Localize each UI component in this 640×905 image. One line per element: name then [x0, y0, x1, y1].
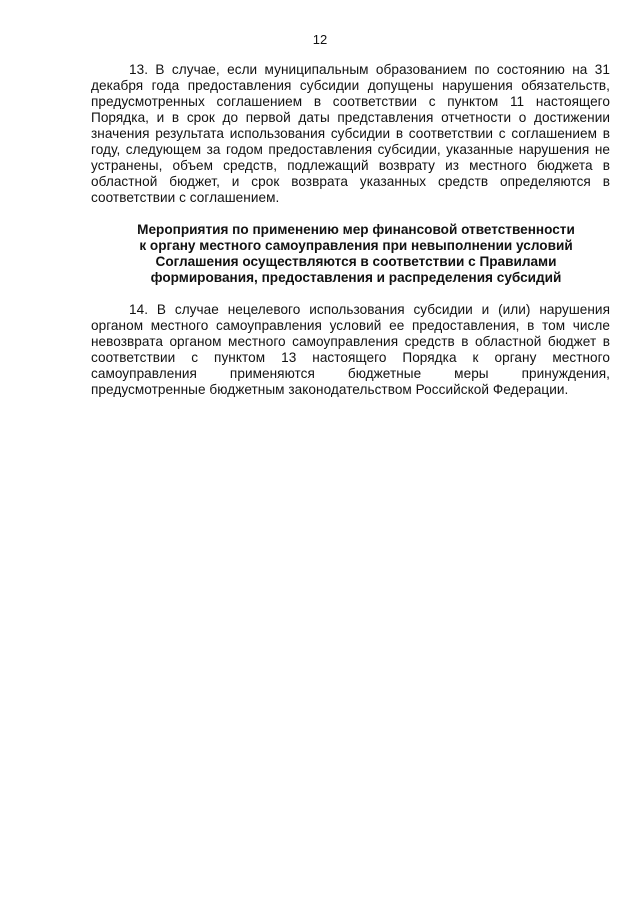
paragraph-14: 14. В случае нецелевого использования субсидии и (или) нарушения органом местного самоуправления условий ее предоставления, в том числе невозврата органом местного самоуправления средств в областной бюджет в соответствии с пунктом 13 настоящего Порядка к органу местного самоуправления применяются бюджетные меры принуждения, предусмотренные бюджетным законодательством Российской Федерации.: [91, 302, 610, 397]
section-heading: [120, 222, 592, 286]
paragraph-13: 13. В случае, если муниципальным образованием по состоянию на 31 декабря года предоставления субсидии допущены нарушения обязательств, предусмотренных соглашением в соответствии с пунктом 11 настоящего Порядка, и в срок до первой даты представления отчетности о достижении значения результата использования субсидии в соответствии с соглашением в году, следующем за годом предоставления субсидии, указанные нарушения не устранены, объем средств, подлежащий возврату из местного бюджета в областной бюджет, и срок возврата указанных средств определяются в соответствии с соглашением.: [91, 62, 610, 205]
section-heading-line-2: к органу местного самоуправления при невыполнении условий: [139, 238, 573, 253]
section-heading-line-1: Мероприятия по применению мер финансовой ответственности: [137, 222, 575, 237]
section-heading-line-3: Соглашения осуществляются в соответствии с Правилами: [155, 254, 557, 269]
section-heading-line-4: формирования, предоставления и распределения субсидий: [150, 270, 562, 285]
page-number: 12: [312, 32, 328, 47]
